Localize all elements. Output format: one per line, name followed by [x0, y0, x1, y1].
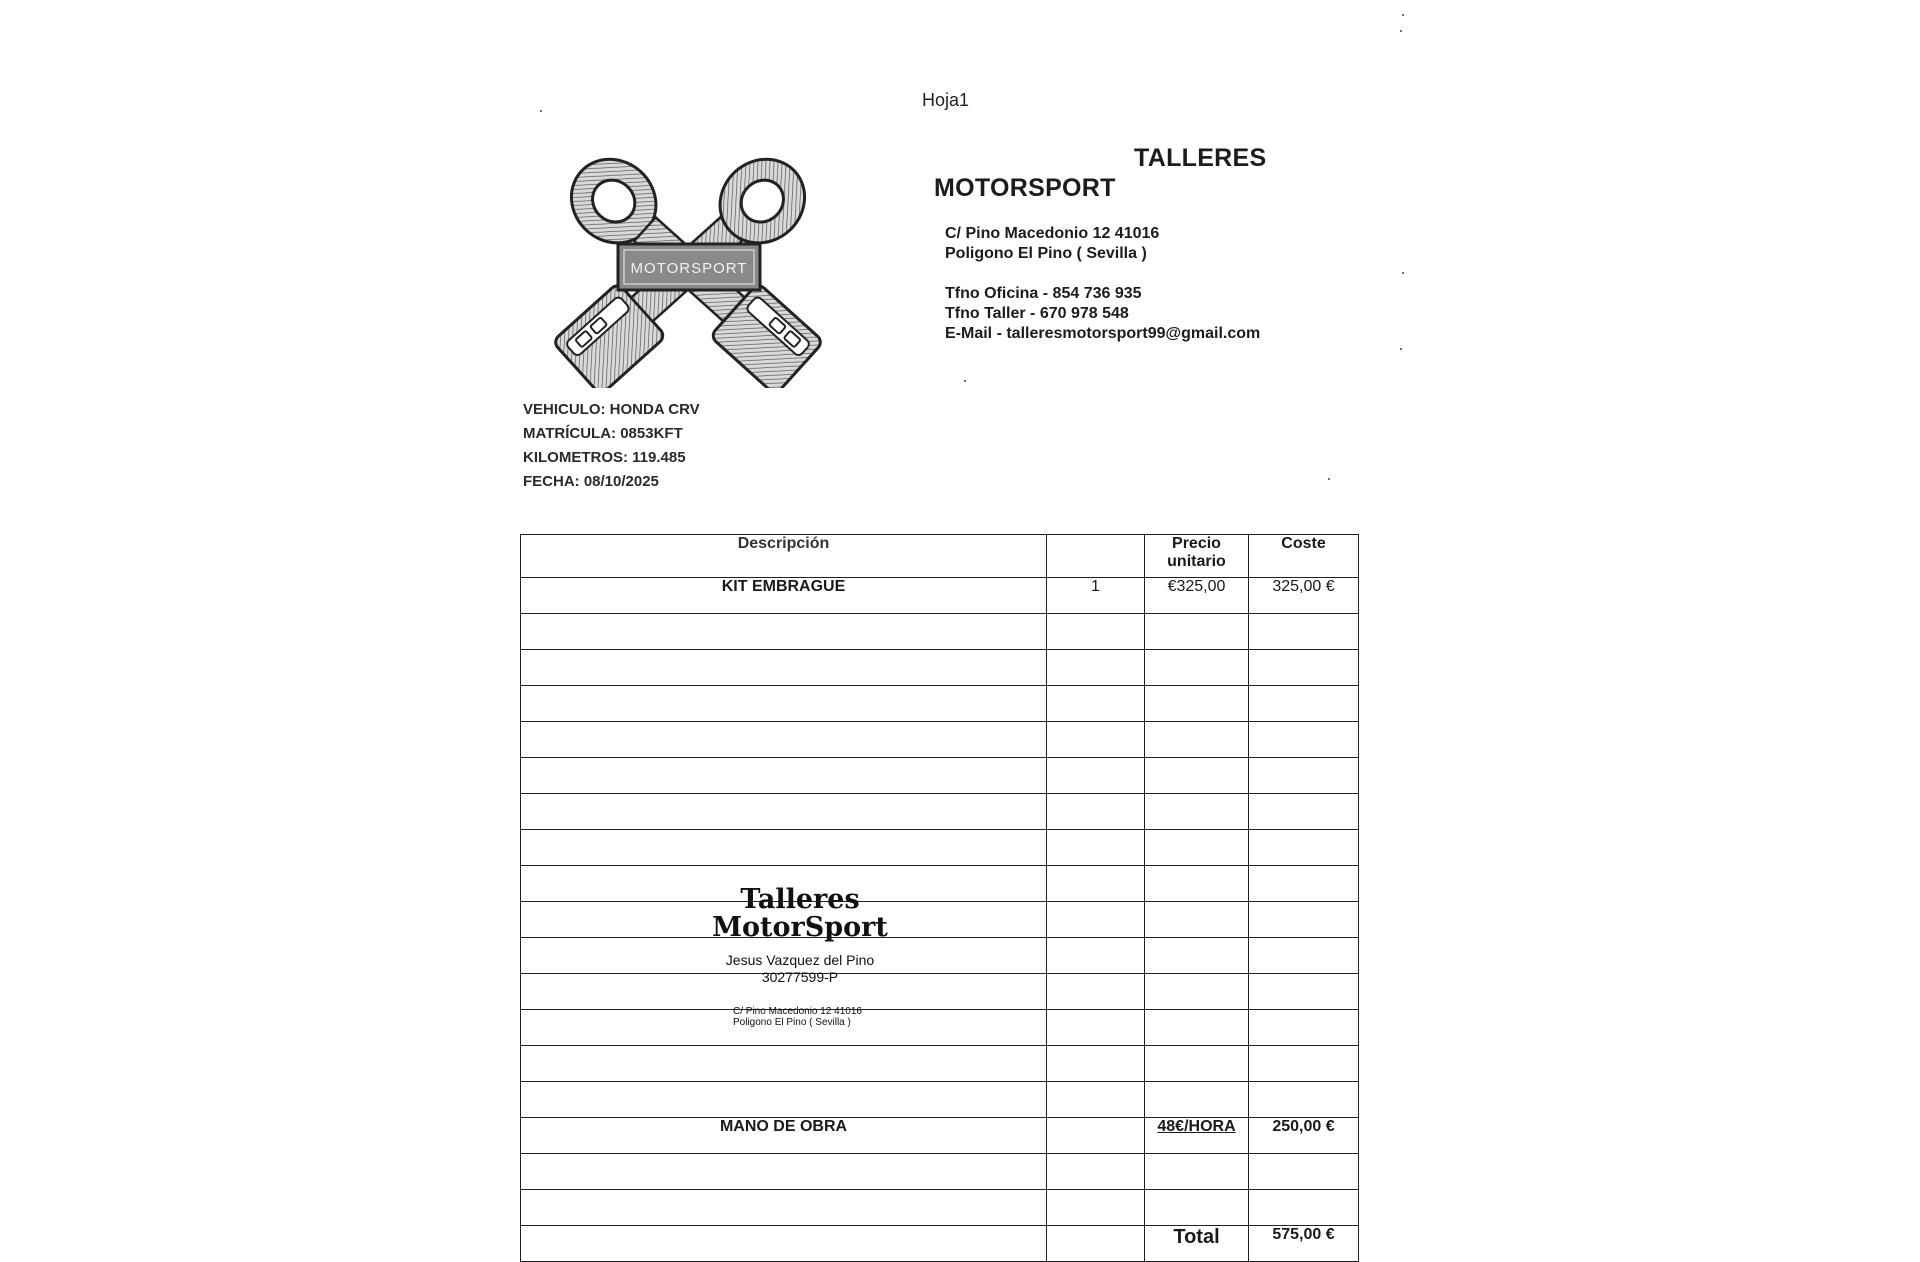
row-quantity [1047, 722, 1145, 758]
row-quantity [1047, 650, 1145, 686]
row-description: MANO DE OBRA [521, 1118, 1047, 1154]
table-row [521, 902, 1359, 938]
table-header-row [521, 535, 1359, 578]
row-cost [1249, 830, 1359, 866]
row-description [521, 1226, 1047, 1262]
table-row [521, 578, 1359, 614]
vehicle-plate: MATRÍCULA: 0853KFT [523, 425, 683, 442]
header-precio-line2: unitario [1167, 553, 1226, 570]
row-unit-price [1145, 758, 1249, 794]
row-quantity [1047, 1118, 1145, 1154]
row-quantity [1047, 1082, 1145, 1118]
row-cost [1249, 614, 1359, 650]
stamp-name-line2: MotorSport [712, 912, 888, 943]
address-line2: Poligono El Pino ( Sevilla ) [945, 245, 1147, 262]
phone-office: Tfno Oficina - 854 736 935 [945, 285, 1142, 302]
row-cost [1249, 974, 1359, 1010]
row-unit-price: 48€/HORA [1145, 1118, 1249, 1154]
row-unit-price [1145, 1082, 1249, 1118]
vehicle-info [523, 398, 700, 494]
row-cost [1249, 722, 1359, 758]
company-name-line1: TALLERES [1134, 144, 1267, 172]
stamp-id: 30277599-P [761, 969, 839, 985]
table-row [521, 614, 1359, 650]
header-descripcion: Descripción [521, 535, 1047, 578]
logo-plate-text: MOTORSPORT [630, 260, 748, 277]
row-quantity [1047, 614, 1145, 650]
row-cost [1249, 1046, 1359, 1082]
row-quantity [1047, 1046, 1145, 1082]
row-quantity [1047, 1154, 1145, 1190]
row-quantity [1047, 902, 1145, 938]
table-row [521, 1226, 1359, 1262]
phone-workshop: Tfno Taller - 670 978 548 [945, 305, 1129, 322]
table-row [521, 1010, 1359, 1046]
row-description [521, 722, 1047, 758]
row-cost [1249, 938, 1359, 974]
email-contact: E-Mail - talleresmotorsport99@gmail.com [945, 325, 1261, 342]
row-description [521, 1190, 1047, 1226]
row-cost [1249, 686, 1359, 722]
table-row [521, 1190, 1359, 1226]
row-description [521, 1154, 1047, 1190]
table-row [521, 1118, 1359, 1154]
row-unit-price [1145, 866, 1249, 902]
row-cost [1249, 902, 1359, 938]
company-stamp [700, 886, 900, 1028]
invoice-table [520, 534, 1359, 1262]
row-unit-price: €325,00 [1145, 578, 1249, 614]
row-unit-price [1145, 938, 1249, 974]
row-unit-price [1145, 614, 1249, 650]
table-row [521, 866, 1359, 902]
crossed-pistons-logo [530, 148, 846, 388]
row-quantity [1047, 686, 1145, 722]
row-cost [1249, 1154, 1359, 1190]
row-description [521, 1046, 1047, 1082]
table-row [521, 794, 1359, 830]
invoice-date: FECHA: 08/10/2025 [523, 473, 659, 490]
row-unit-price [1145, 830, 1249, 866]
table-row [521, 722, 1359, 758]
row-unit-price [1145, 1190, 1249, 1226]
row-cost: 575,00 € [1249, 1226, 1359, 1262]
table-row [521, 830, 1359, 866]
row-unit-price [1145, 902, 1249, 938]
header-precio-line1: Precio [1172, 535, 1221, 552]
row-quantity [1047, 974, 1145, 1010]
row-quantity [1047, 794, 1145, 830]
row-unit-price [1145, 974, 1249, 1010]
stamp-address-line1: C/ Pino Macedonio 12 41016 [733, 1006, 862, 1017]
table-row [521, 758, 1359, 794]
row-quantity [1047, 1010, 1145, 1046]
row-description [521, 614, 1047, 650]
row-quantity [1047, 938, 1145, 974]
row-quantity [1047, 758, 1145, 794]
row-description [521, 1082, 1047, 1118]
row-cost [1249, 1082, 1359, 1118]
row-unit-price [1145, 1154, 1249, 1190]
table-row [521, 686, 1359, 722]
row-cost [1249, 866, 1359, 902]
company-name-line2: MOTORSPORT [934, 174, 1116, 202]
row-cost [1249, 1190, 1359, 1226]
row-cost [1249, 650, 1359, 686]
row-unit-price [1145, 686, 1249, 722]
vehicle-model: VEHICULO: HONDA CRV [523, 401, 700, 418]
row-quantity [1047, 866, 1145, 902]
row-description: KIT EMBRAGUE [521, 578, 1047, 614]
row-description [521, 794, 1047, 830]
row-cost: 250,00 € [1249, 1118, 1359, 1154]
header-coste: Coste [1249, 535, 1359, 578]
stamp-address-line2: Poligono El Pino ( Sevilla ) [733, 1017, 851, 1028]
row-description [521, 686, 1047, 722]
row-unit-price [1145, 650, 1249, 686]
table-row [521, 650, 1359, 686]
stamp-person: Jesus Vazquez del Pino [725, 952, 875, 968]
table-row [521, 1046, 1359, 1082]
row-quantity [1047, 1226, 1145, 1262]
row-cost: 325,00 € [1249, 578, 1359, 614]
row-description [521, 758, 1047, 794]
row-cost [1249, 794, 1359, 830]
table-row [521, 974, 1359, 1010]
row-quantity [1047, 830, 1145, 866]
row-unit-price [1145, 1010, 1249, 1046]
row-unit-price [1145, 794, 1249, 830]
row-unit-price: Total [1145, 1226, 1249, 1262]
vehicle-mileage: KILOMETROS: 119.485 [523, 449, 686, 466]
row-cost [1249, 1010, 1359, 1046]
row-unit-price [1145, 722, 1249, 758]
header-cantidad [1047, 535, 1145, 578]
address-line1: C/ Pino Macedonio 12 41016 [945, 225, 1160, 242]
row-cost [1249, 758, 1359, 794]
row-description [521, 830, 1047, 866]
table-row [521, 1082, 1359, 1118]
table-row [521, 938, 1359, 974]
row-unit-price [1145, 1046, 1249, 1082]
table-row [521, 1154, 1359, 1190]
row-description [521, 650, 1047, 686]
row-quantity: 1 [1047, 578, 1145, 614]
row-quantity [1047, 1190, 1145, 1226]
sheet-label: Hoja1 [922, 90, 970, 110]
header-precio-unitario [1145, 535, 1249, 578]
stamp-name-line1: Talleres [740, 884, 860, 915]
